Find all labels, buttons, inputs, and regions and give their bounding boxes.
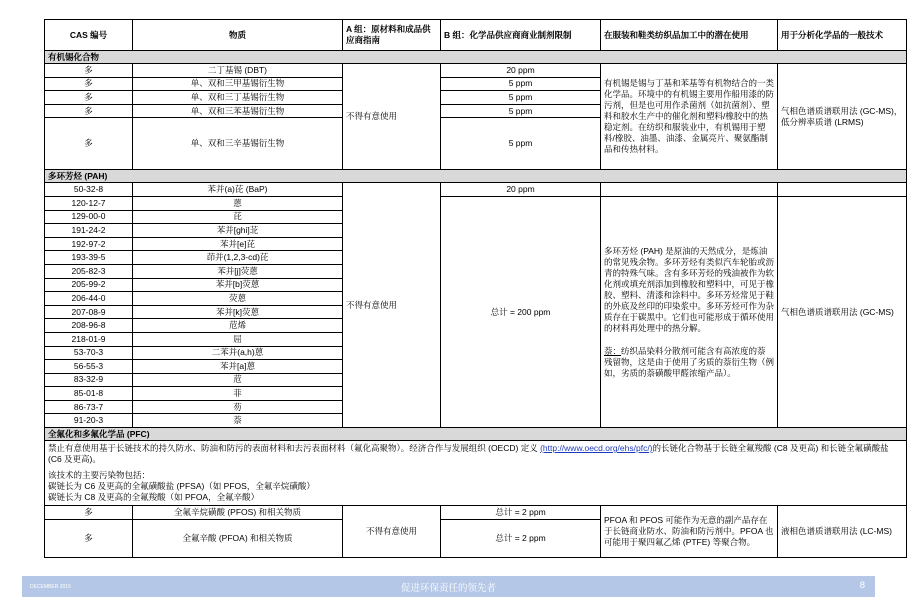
limit-cell: 20 ppm [441, 64, 601, 78]
cas-cell: 多 [45, 64, 133, 78]
substance-cell: 单、双和三丁基锡衍生物 [133, 91, 343, 105]
substance-cell: 单、双和三辛基锡衍生物 [133, 118, 343, 170]
limit-cell: 5 ppm [441, 77, 601, 91]
substance-cell: 二苯并(a,h)蒽 [133, 346, 343, 360]
substance-cell: 苯并[k]荧蒽 [133, 305, 343, 319]
naphthalene-note [604, 346, 774, 379]
section-pah [45, 170, 907, 183]
pfc-contaminant-pfca: 碳链长为 C8 及更高的全氟羧酸（如 PFOA，全氟辛酸） [48, 492, 260, 503]
section-title-pah: 多环芳烃 (PAH) [45, 170, 907, 183]
cas-cell: 多 [45, 77, 133, 91]
cas-cell: 多 [45, 519, 133, 557]
substance-cell: 苯并[e]芘 [133, 237, 343, 251]
limit-cell: 总计 = 2 ppm [441, 506, 601, 520]
substance-cell: 屈 [133, 332, 343, 346]
table-row [45, 183, 907, 197]
cas-cell: 205-99-2 [45, 278, 133, 292]
cas-cell: 多 [45, 506, 133, 520]
cas-cell: 91-20-3 [45, 414, 133, 428]
substance-cell: 单、双和三甲基锡衍生物 [133, 77, 343, 91]
substance-cell: 全氟辛烷磺酸 (PFOS) 和相关物质 [133, 506, 343, 520]
cas-cell: 208-96-8 [45, 319, 133, 333]
potential-use-cell: 有机锡是锡与丁基和苯基等有机物结合的一类化学品。环境中的有机锡主要用作船用漆的防污剂，但是也可用作杀菌剂（如抗菌剂）、塑料和胶水生产中的催化剂和塑料/橡胶中的热稳定剂。在纺织和服装业中，有机锡用于塑料/橡胶、油墨、油漆、金属亮片、聚氨酯制品和传热材料。 [601, 64, 778, 170]
header-group-b: B 组：化学品供应商商业制剂限制 [441, 20, 601, 51]
cas-cell: 86-73-7 [45, 400, 133, 414]
rsl-table [44, 19, 907, 558]
potential-use-cell: PFOA 和 PFOS 可能作为无意的副产品存在于长链商业防水、防油和防污剂中。PFOA 也可能用于聚四氟乙烯 (PTFE) 等聚合物。 [601, 506, 778, 558]
footer-slogan: 促进环保责任的领先者 [400, 583, 496, 594]
group-a-cell: 不得有意使用 [343, 506, 441, 558]
cas-cell: 多 [45, 104, 133, 118]
cas-cell: 多 [45, 118, 133, 170]
cas-cell: 191-24-2 [45, 224, 133, 238]
test-method-cell: 气相色谱质谱联用法 (GC-MS)，低分辨率质谱 (LRMS) [778, 64, 907, 170]
pfc-contaminant-pfsa: 碳链长为 C6 及更高的全氟磺酸盐 (PFSA)（如 PFOS，全氟辛烷磺酸） [48, 481, 315, 492]
cas-cell: 53-70-3 [45, 346, 133, 360]
page-number: 8 [859, 580, 865, 591]
cas-cell: 129-00-0 [45, 210, 133, 224]
header-cas: CAS 编号 [45, 20, 133, 51]
substance-cell: 苊烯 [133, 319, 343, 333]
test-method-cell: 液相色谱质谱联用法 (LC-MS) [778, 506, 907, 558]
pah-description: 多环芳烃 (PAH) 是原油的天然成分，是炼油的常见残余物。多环芳烃有类似汽车轮胎或沥青的特殊气味。含有多环芳烃的残油被作为软化剂或填充剂添加到橡胶和塑料中，可见于橡胶、塑料、清漆和涂料中。多环芳烃常见于鞋的外底及丝印的印染浆中。多环芳烃可作为杂质存在于碳黑中。它们也可能形成于循环使用的材料再处理中的热分解。 [604, 245, 775, 333]
substance-cell: 全氟辛酸 (PFOA) 和相关物质 [133, 519, 343, 557]
substance-cell: 苯并[b]荧蒽 [133, 278, 343, 292]
header-test-method: 用于分析化学品的一般技术 [778, 20, 907, 51]
substance-cell: 苯并(a)芘 (BaP) [133, 183, 343, 197]
pfc-note-text: 禁止有意使用基于长链技术的持久防水、防油和防污的表面材料和去污表面材料（氟化高聚物）。经济合作与发展组织 (OECD) 定义 [48, 443, 538, 454]
substance-cell: 茚并(1,2,3-cd)芘 [133, 251, 343, 265]
naphthalene-text: 纺织品染料分散剂可能含有高浓度的萘残留物，这是由于使用了劣质的萘衍生物（例如，劣质的萘磺酸甲醛浓缩产品）。 [604, 345, 775, 378]
substance-cell: 芴 [133, 400, 343, 414]
cas-cell: 多 [45, 91, 133, 105]
page-footer [22, 576, 875, 597]
substance-cell: 荧蒽 [133, 292, 343, 306]
test-method-cell: 气相色谱质谱联用法 (GC-MS) [778, 196, 907, 427]
limit-cell: 总计 = 2 ppm [441, 519, 601, 557]
limit-cell: 20 ppm [441, 183, 601, 197]
cas-cell: 205-82-3 [45, 264, 133, 278]
limit-cell: 5 ppm [441, 104, 601, 118]
cas-cell: 193-39-5 [45, 251, 133, 265]
cas-cell: 85-01-8 [45, 387, 133, 401]
header-potential-use: 在服装和鞋类纺织品加工中的潜在使用 [601, 20, 778, 51]
cas-cell: 56-55-3 [45, 360, 133, 374]
substance-cell: 苯并[j]荧蒽 [133, 264, 343, 278]
limit-cell: 5 ppm [441, 91, 601, 105]
substance-cell: 蒽 [133, 196, 343, 210]
substance-cell: 二丁基锡 (DBT) [133, 64, 343, 78]
section-pfc [45, 428, 907, 441]
pfc-contaminant-intro: 该技术的主要污染物包括： [48, 470, 151, 481]
cas-cell: 192-97-2 [45, 237, 133, 251]
pfc-note-row [45, 441, 907, 506]
cas-cell: 120-12-7 [45, 196, 133, 210]
cas-cell: 218-01-9 [45, 332, 133, 346]
cas-cell: 206-44-0 [45, 292, 133, 306]
footer-date: DECEMBER 2015 [30, 584, 71, 590]
naphthalene-label: 萘： [604, 345, 622, 356]
substance-cell: 芘 [133, 210, 343, 224]
substance-cell: 苯并[a]蒽 [133, 360, 343, 374]
table-row [45, 506, 907, 520]
test-method-empty-cell [778, 183, 907, 197]
substance-cell: 苯并[ghi]苝 [133, 224, 343, 238]
substance-cell: 苊 [133, 373, 343, 387]
section-title-pfc: 全氟化和多氟化学品 (PFC) [45, 428, 907, 441]
table-header-row [45, 20, 907, 51]
limit-cell: 总计 = 200 ppm [441, 196, 601, 427]
cas-cell: 207-08-9 [45, 305, 133, 319]
pfc-note-end: 的长链化合物基于长链全氟羧酸 (C8 及更高) 和长链全氟磺酸盐 (C6 及更高)。 [48, 443, 889, 465]
cas-cell: 50-32-8 [45, 183, 133, 197]
section-title-organotin: 有机锡化合物 [45, 51, 907, 64]
substance-cell: 菲 [133, 387, 343, 401]
substance-cell: 单、双和三苯基锡衍生物 [133, 104, 343, 118]
substance-cell: 萘 [133, 414, 343, 428]
table-row [45, 196, 907, 210]
group-a-cell: 不得有意使用 [343, 64, 441, 170]
cas-cell: 83-32-9 [45, 373, 133, 387]
header-group-a: A 组：原材料和成品供应商指南 [343, 20, 441, 51]
oecd-link[interactable]: (http://www.oecd.org/ehs/pfc/) [540, 443, 653, 454]
pfc-note [45, 441, 907, 506]
table-row [45, 64, 907, 78]
limit-cell: 5 ppm [441, 118, 601, 170]
potential-use-cell [601, 196, 778, 427]
section-organotin [45, 51, 907, 64]
group-a-cell: 不得有意使用 [343, 183, 441, 428]
header-substance: 物质 [133, 20, 343, 51]
potential-use-empty-cell [601, 183, 778, 197]
